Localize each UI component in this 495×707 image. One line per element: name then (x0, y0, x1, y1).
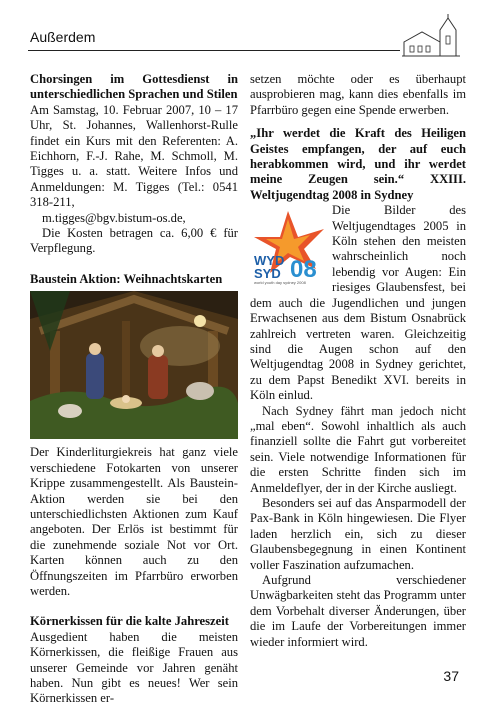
wyd-sydney-logo (250, 207, 326, 285)
article-body-wjt-p4: Aufgrund verschiedener Unwägbarkeiten steht das Programm unter dem Vorbehalt diverser Änderungen, über die im Laufe der Vorbereitungen immer wieder informiert wird. (250, 573, 466, 649)
logo-text-syd: SYD (254, 266, 281, 282)
article-heading-koernerkissen: Körnerkissen für die kalte Jahreszeit (30, 614, 229, 629)
article-body-koernerkissen: Ausgedient haben die meisten Körnerkissen, die fleißige Frauen aus unserer Gemeinde vor Jahren genäht haben. Nun gibt es neues! Wer sein Körnerkissen er- (30, 629, 238, 706)
article-body-koernerkissen-cont: setzen möchte oder es überhaupt ausprobieren mag, kann dies ebenfalls im Pfarrbüro gegen eine Spende erwerben. (250, 72, 466, 117)
article-quote-wjt: „Ihr werdet die Kraft des Heiligen Geistes empfangen, der auf euch herabkommen wird, und ihr werdet meine Zeugen sein.“ (250, 126, 466, 187)
nativity-crib-photo (30, 291, 238, 439)
article-cost-note: Die Kosten betragen ca. 6,00 € für Verpflegung. (30, 226, 238, 256)
article-heading-wjt: XXIII. Weltjugendtag 2008 in Sydney (250, 172, 467, 202)
article-body-wjt-p3: Besonders sei auf das Ansparmodell der Pax-Bank in Köln hingewiesen. Die Flyer laden herzlich ein, sich zu dieser Glaubensbegegnung in einen Kontinent voller Faszination aufzumachen. (250, 495, 466, 572)
contact-email: m.tigges@bgv.bistum-os.de, (42, 210, 186, 225)
article-body-chorsingen: Am Samstag, 10. Februar 2007, 10 – 17 Uhr, St. Johannes, Wallenhorst-Rulle findet ein Kurs mit den Referenten: A. Eichhorn, F.-J. Rahe, M. Schmoll, M. Tigges u. a. statt. Weitere Infos und Anmeldungen: M. Tigges (Tel.: 0541 318-211, (30, 102, 238, 210)
article-body-weihnachtskarten: Der Kinderliturgiekreis hat ganz viele verschiedene Fotokarten von unserer Krippe zusammengestellt. Als Baustein-Aktion werden sie bei den unterschiedlichsten Aktionen zum Kauf angeboten. Der Erlös ist bestimmt für die zunehmende soziale Not vor Ort. Karten können auch zu den Öffnungszeiten im Pfarrbüro erworben werden. (30, 445, 238, 598)
left-column (30, 72, 238, 707)
logo-text-wyd: WYD (254, 253, 285, 269)
article-body-wjt-p1: Die Bilder des Weltjugendtages 2005 in Köln stehen den meisten wahrscheinlich noch lebendig vor Augen: Ein riesiges Glaubensfest, bei dem auch die Jugendlichen und jungen Erwachsenen aus dem Bistum Osnabrück zahlreich vertreten waren. Gleichzeitig sind die Augen schon auf den Weltjugendtag 2008 in Sydney gerichtet, zu dem Papst Benedikt XVI. bereits in Köln einlud. (250, 203, 466, 403)
article-heading-weihnachtskarten: Baustein Aktion: Weihnachtskarten (30, 271, 223, 286)
article-heading-chorsingen: Chorsingen im Gottesdienst in unterschiedlichen Sprachen und Stilen (30, 72, 238, 102)
logo-tagline: world youth day sydney 2008 (254, 280, 306, 286)
church-logo-icon (400, 14, 462, 60)
right-column (250, 72, 466, 650)
logo-year: 08 (290, 256, 317, 284)
header-rule (28, 50, 400, 51)
section-title: Außerdem (30, 29, 96, 45)
article-body-wjt-p2: Nach Sydney fährt man jedoch nicht „mal eben“. Sowohl inhaltlich als auch finanziell sollte die Fahrt gut vorbereitet sein. Viele notwendige Informationen für die ersten Schritte finden sich im Anmeldeflyer, der in der Kirche ausliegt. (250, 403, 466, 495)
page-number: 37 (443, 668, 459, 684)
